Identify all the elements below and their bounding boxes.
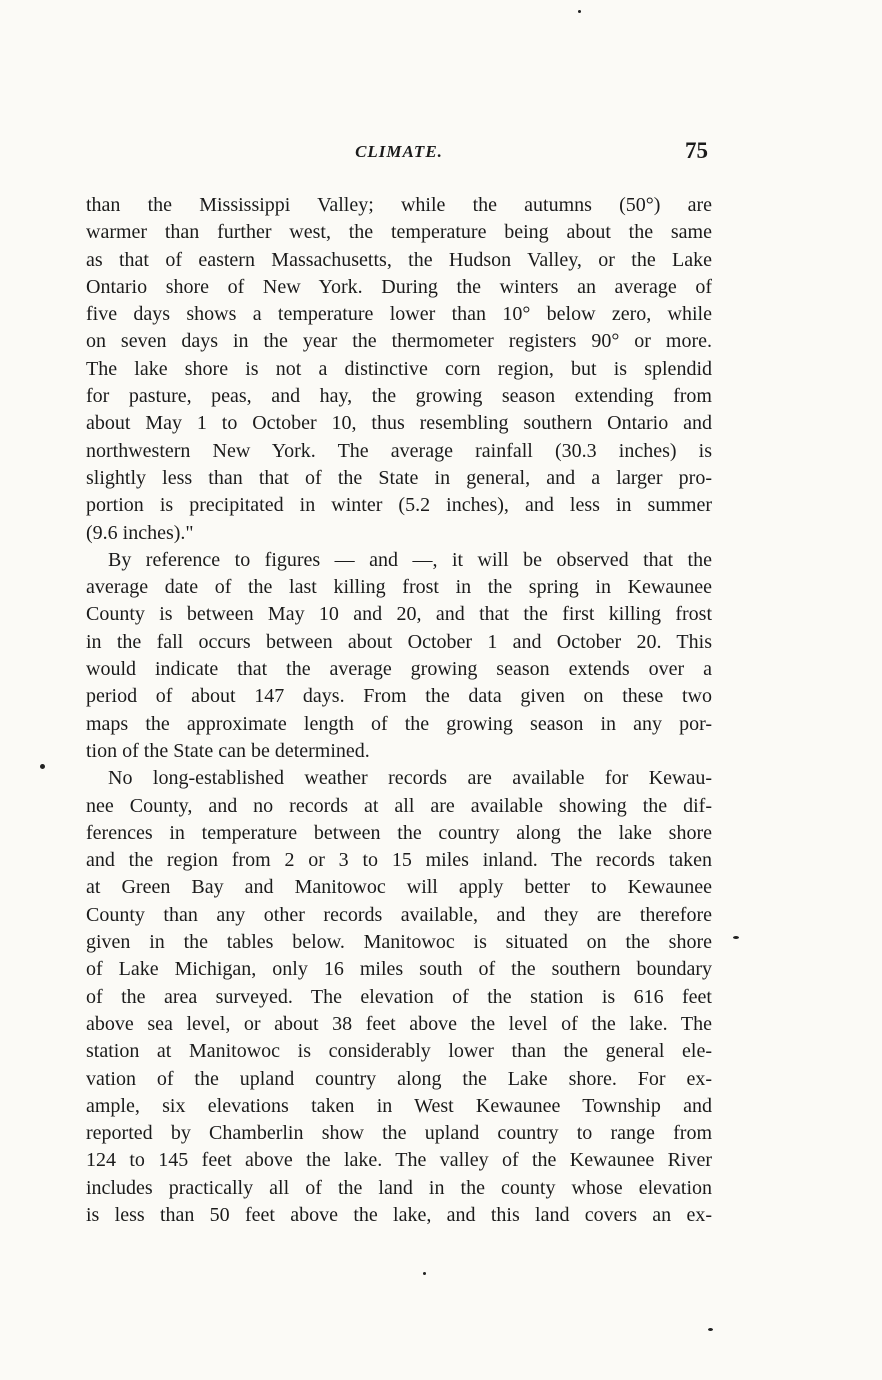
text-line: of the area surveyed. The elevation of the station is 616 feet xyxy=(86,985,712,1008)
text-line: on seven days in the year the thermometer registers 90° or more. xyxy=(86,330,712,353)
text-line: County than any other records available, and they are therefore xyxy=(86,903,712,926)
text-line: of Lake Michigan, only 16 miles south of the southern boundary xyxy=(86,958,712,981)
body-text xyxy=(86,192,712,1229)
text-line: station at Manitowoc is considerably lower than the general ele- xyxy=(86,1040,712,1063)
text-line: tion of the State can be determined. xyxy=(86,739,370,762)
paragraph-1 xyxy=(86,192,712,547)
text-line: (9.6 inches)." xyxy=(86,521,194,544)
page-number: 75 xyxy=(685,138,708,163)
text-line: No long-established weather records are available for Kewau- xyxy=(108,767,712,790)
text-line: slightly less than that of the State in general, and a larger pro- xyxy=(86,466,712,489)
text-line: average date of the last killing frost in the spring in Kewaunee xyxy=(86,576,712,599)
text-line: at Green Bay and Manitowoc will apply better to Kewaunee xyxy=(86,876,712,899)
text-line: By reference to figures — and —, it will be observed that the xyxy=(108,548,712,571)
text-line: maps the approximate length of the growing season in any por- xyxy=(86,712,712,735)
text-line: is less than 50 feet above the lake, and this land covers an ex- xyxy=(86,1203,712,1226)
text-line: in the fall occurs between about October 1 and October 20. This xyxy=(86,630,712,653)
text-line: Ontario shore of New York. During the winters an average of xyxy=(86,275,712,298)
scan-speck xyxy=(708,1328,713,1331)
text-line: as that of eastern Massachusetts, the Hudson Valley, or the Lake xyxy=(86,248,712,271)
text-line: and the region from 2 or 3 to 15 miles inland. The records taken xyxy=(86,849,712,872)
text-line: ample, six elevations taken in West Kewaunee Township and xyxy=(86,1094,712,1117)
text-line: 124 to 145 feet above the lake. The valley of the Kewaunee River xyxy=(86,1149,712,1172)
text-line: County is between May 10 and 20, and that the first killing frost xyxy=(86,603,712,626)
text-line: northwestern New York. The average rainfall (30.3 inches) is xyxy=(86,439,712,462)
text-line: five days shows a temperature lower than 10° below zero, while xyxy=(86,303,712,326)
text-line: reported by Chamberlin show the upland country to range from xyxy=(86,1122,712,1145)
text-line: would indicate that the average growing season extends over a xyxy=(86,658,712,681)
scan-speck xyxy=(423,1272,426,1275)
text-line: warmer than further west, the temperature being about the same xyxy=(86,221,712,244)
scan-speck xyxy=(578,10,581,13)
text-line: given in the tables below. Manitowoc is situated on the shore xyxy=(86,931,712,954)
running-title: CLIMATE. xyxy=(355,142,443,161)
text-line: The lake shore is not a distinctive corn region, but is splendid xyxy=(86,357,712,380)
text-line: ferences in temperature between the country along the lake shore xyxy=(86,821,712,844)
text-line: period of about 147 days. From the data given on these two xyxy=(86,685,712,708)
text-line: nee County, and no records at all are available showing the dif- xyxy=(86,794,712,817)
text-line: about May 1 to October 10, thus resembling southern Ontario and xyxy=(86,412,712,435)
running-head xyxy=(86,140,712,166)
text-line: portion is precipitated in winter (5.2 inches), and less in summer xyxy=(86,494,712,517)
text-line: than the Mississippi Valley; while the autumns (50°) are xyxy=(86,194,712,216)
text-line: includes practically all of the land in the county whose elevation xyxy=(86,1176,712,1199)
text-line: above sea level, or about 38 feet above the level of the lake. The xyxy=(86,1012,712,1035)
text-line: vation of the upland country along the Lake shore. For ex- xyxy=(86,1067,712,1090)
paragraph-2 xyxy=(86,547,712,765)
text-line: for pasture, peas, and hay, the growing season extending from xyxy=(86,385,712,408)
scan-speck xyxy=(733,936,739,939)
paragraph-3 xyxy=(86,765,712,1229)
scan-speck xyxy=(40,764,45,769)
